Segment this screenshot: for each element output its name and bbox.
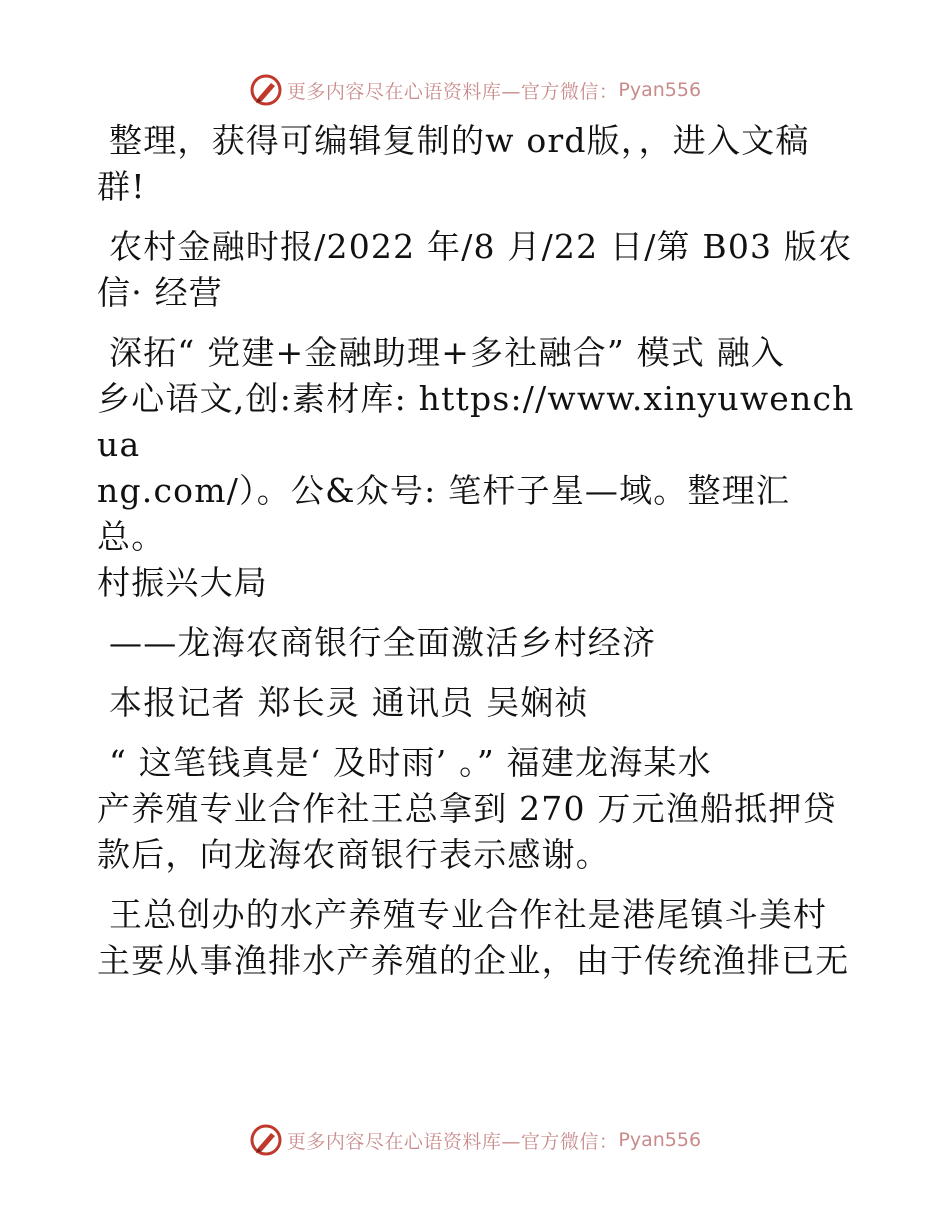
pen-logo-icon xyxy=(249,1123,283,1157)
banner-handle: Pyan556 xyxy=(618,79,702,101)
pen-logo-icon xyxy=(249,73,283,107)
text-line: 整理，获得可编辑复制的w ord版，，进入文稿 xyxy=(109,121,810,160)
banner-text: 更多内容尽在心语资料库—官方微信： xyxy=(286,1130,619,1153)
text-line: ——龙海农商银行全面激活乡村经济 xyxy=(109,623,657,662)
paragraph xyxy=(97,330,857,606)
paragraph xyxy=(97,680,857,726)
text-line: 村振兴大局 xyxy=(97,563,268,602)
header-watermark-banner xyxy=(0,72,950,108)
text-line: 本报记者 郑长灵 通讯员 吴娴祯 xyxy=(109,683,589,722)
paragraph xyxy=(97,118,857,210)
banner-text: 更多内容尽在心语资料库—官方微信： xyxy=(286,80,619,103)
text-line: 农村金融时报/2022 年/8 月/22 日/第 B03 版农 xyxy=(109,227,853,266)
paragraph xyxy=(97,620,857,666)
footer-watermark-banner xyxy=(0,1122,950,1158)
banner-handle: Pyan556 xyxy=(618,1129,702,1151)
text-line: 产养殖专业合作社王总拿到 270 万元渔船抵押贷 xyxy=(97,789,837,828)
document-body xyxy=(97,118,857,998)
text-line: 乡心语文,创:素材库: https://www.xinyuwenchua xyxy=(97,379,855,464)
text-line: ng.com/）。公&众号: 笔杆子星—域。整理汇总。 xyxy=(97,471,791,556)
paragraph xyxy=(97,740,857,878)
text-line: 信· 经营 xyxy=(97,273,223,312)
text-line: 款后，向龙海农商银行表示感谢。 xyxy=(97,835,610,874)
text-line: 主要从事渔排水产养殖的企业，由于传统渔排已无 xyxy=(97,941,850,980)
text-line: 群! xyxy=(97,167,146,206)
text-line: 王总创办的水产养殖专业合作社是港尾镇斗美村 xyxy=(109,895,828,934)
text-line: 深拓“ 党建+金融助理+多社融合” 模式 融入 xyxy=(109,333,786,372)
paragraph xyxy=(97,892,857,984)
text-line: “ 这笔钱真是‘ 及时雨’ 。” 福建龙海某水 xyxy=(109,743,712,782)
paragraph xyxy=(97,224,857,316)
